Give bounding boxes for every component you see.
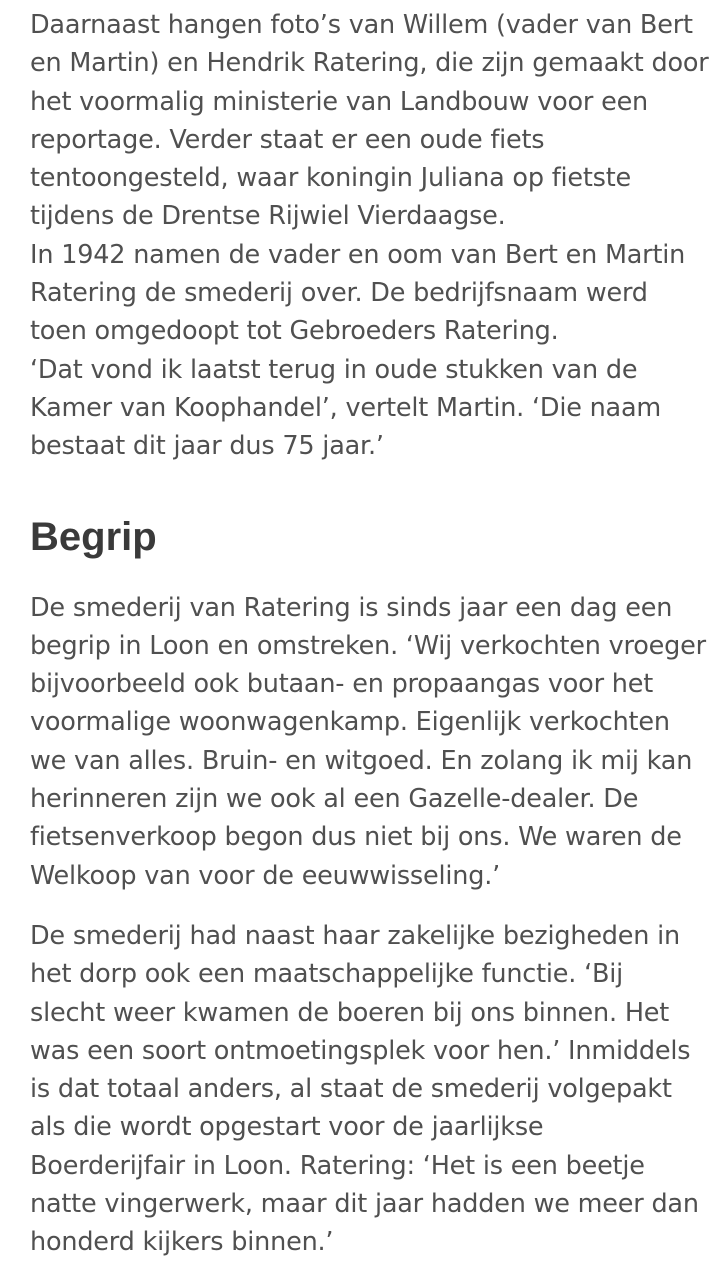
paragraph-line: reportage. Verder staat er een oude fiets [30, 124, 545, 155]
paragraph-line: was een soort ontmoetingsplek voor hen.’ Inmiddels [30, 1035, 691, 1066]
paragraph-line: De smederij van Ratering is sinds jaar een dag een [30, 592, 673, 623]
paragraph-line: is dat totaal anders, al staat de smederij volgepakt [30, 1074, 672, 1105]
paragraph-line: Boerderijfair in Loon. Ratering: ‘Het is een beetje [30, 1150, 645, 1181]
paragraph-line: ‘Dat vond ik laatst terug in oude stukken van de [30, 354, 638, 385]
paragraph-line: Kamer van Koophandel’, vertelt Martin. ‘Die naam [30, 392, 662, 423]
paragraph-line: tentoongesteld, waar koningin Juliana op fietste [30, 163, 632, 194]
section-heading: Begrip [30, 514, 157, 559]
paragraph-line: fietsenverkoop begon dus niet bij ons. We waren de [30, 822, 682, 853]
paragraph-line: herinneren zijn we ook al een Gazelle-dealer. De [30, 784, 639, 815]
paragraph-line: bestaat dit jaar dus 75 jaar.’ [30, 431, 384, 462]
paragraph-line: voormalige woonwagenkamp. Eigenlijk verkochten [30, 707, 670, 738]
paragraph-line: het voormalig ministerie van Landbouw voor een [30, 86, 649, 117]
paragraph-line: In 1942 namen de vader en oom van Bert en Martin [30, 239, 686, 270]
paragraph-line: De smederij had naast haar zakelijke bezigheden in [30, 920, 680, 951]
paragraph-line: honderd kijkers binnen.’ [30, 1227, 334, 1258]
paragraph-line: begrip in Loon en omstreken. ‘Wij verkochten vroeger [30, 630, 706, 661]
paragraph-line: als die wordt opgestart voor de jaarlijkse [30, 1112, 544, 1143]
paragraph-line: bijvoorbeeld ook butaan- en propaangas voor het [30, 669, 654, 700]
paragraph-line: natte vingerwerk, maar dit jaar hadden we meer dan [30, 1189, 699, 1220]
paragraph-line: en Martin) en Hendrik Ratering, die zijn gemaakt door [30, 48, 709, 79]
paragraph-line: we van alles. Bruin- en witgoed. En zolang ik mij kan [30, 745, 693, 776]
paragraph-line: Welkoop van voor de eeuwwisseling.’ [30, 860, 501, 891]
paragraph-line: slecht weer kwamen de boeren bij ons binnen. Het [30, 997, 670, 1028]
paragraph-line: Daarnaast hangen foto’s van Willem (vader van Bert [30, 10, 693, 40]
intro-paragraph [30, 6, 709, 466]
paragraph-line: het dorp ook een maatschappelijke functie. ‘Bij [30, 959, 624, 990]
paragraph-social-function [30, 917, 699, 1262]
paragraph-line: toen omgedoopt tot Gebroeders Ratering. [30, 316, 559, 347]
paragraph-begrip [30, 589, 706, 895]
paragraph-line: Ratering de smederij over. De bedrijfsnaam werd [30, 278, 648, 309]
paragraph-line: tijdens de Drentse Rijwiel Vierdaagse. [30, 201, 506, 232]
